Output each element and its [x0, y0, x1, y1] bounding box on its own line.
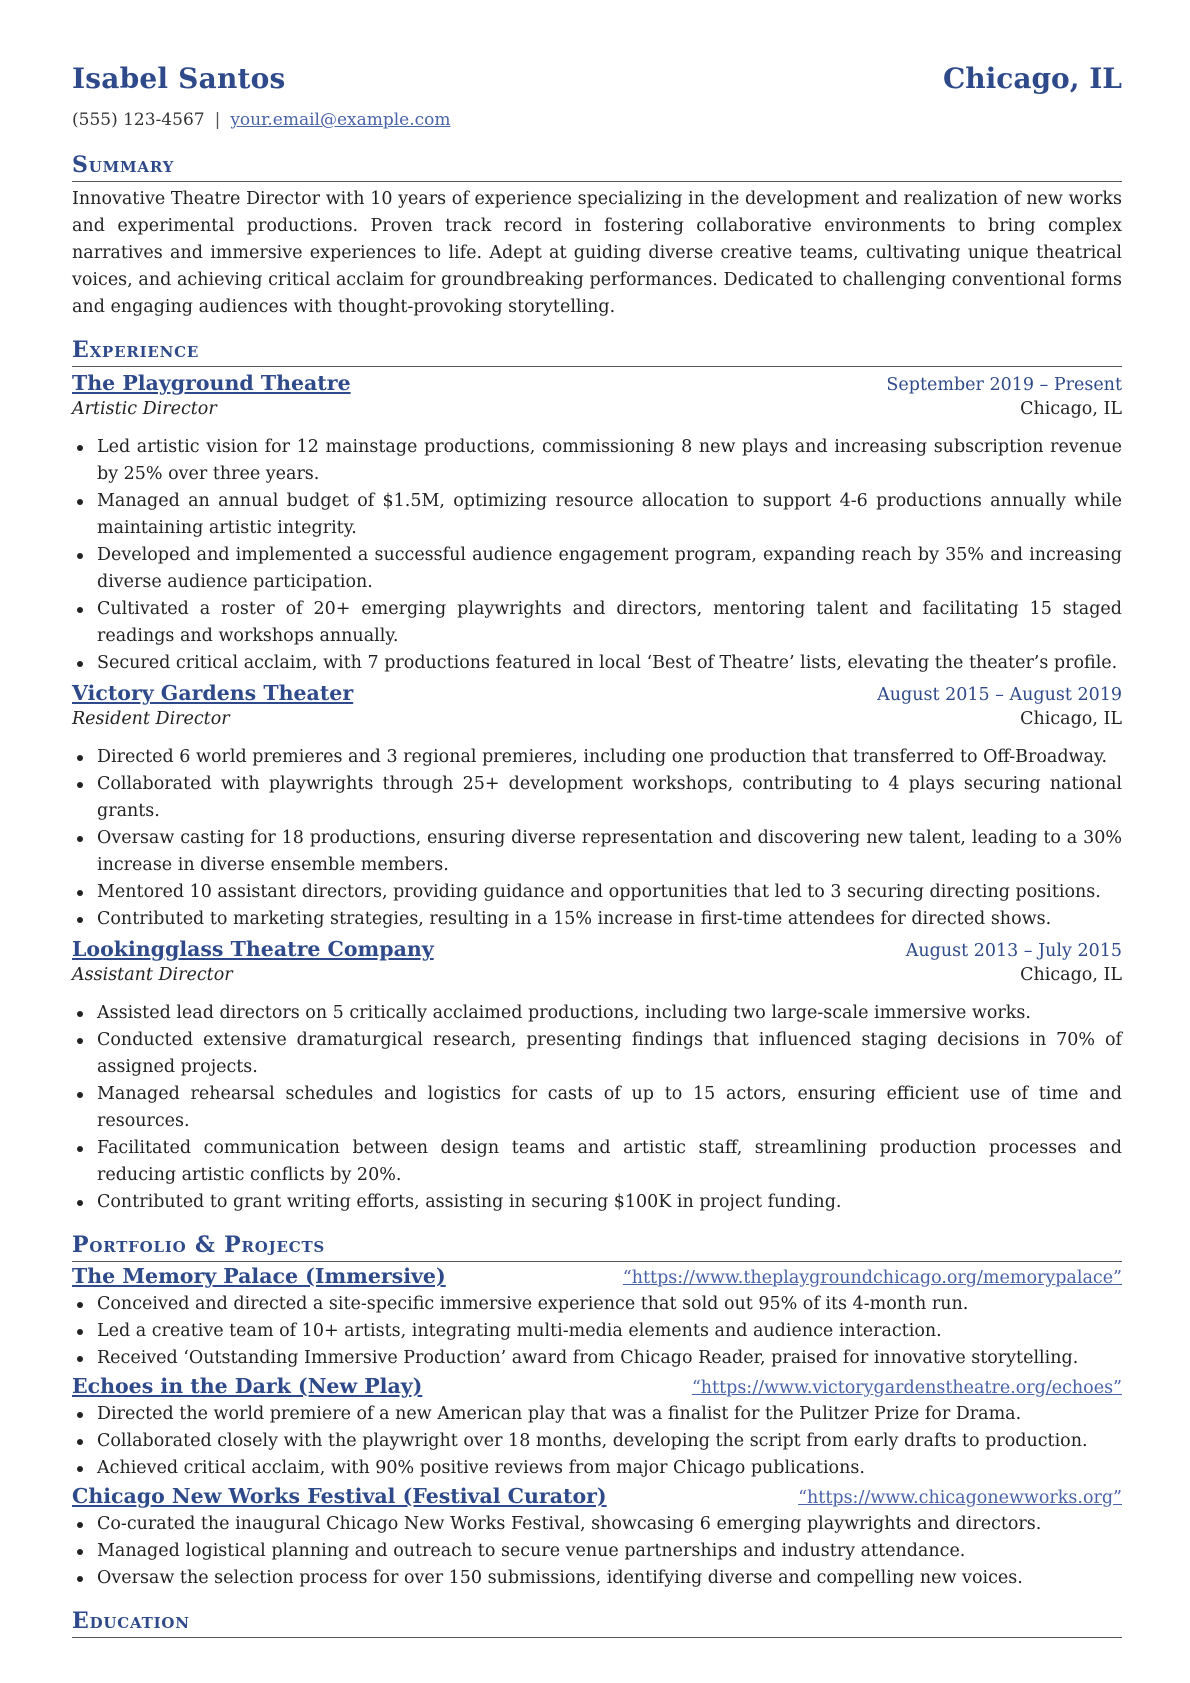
project-entry [72, 1374, 1122, 1482]
bullet-item: Led artistic vision for 12 mainstage productions, commissioning 8 new plays and increasing subscription revenue by 25% over three years. [72, 434, 1122, 488]
section-title-summary: Summary [72, 150, 1122, 182]
project-bullets [72, 1401, 1122, 1482]
job-organization-link[interactable]: Lookingglass Theatre Company [72, 937, 434, 961]
job-organization-link[interactable]: The Playground Theatre [72, 371, 351, 395]
email-link[interactable]: your.email@example.com [230, 110, 451, 130]
bullet-item: Managed an annual budget of $1.5M, optimizing resource allocation to support 4-6 productions annually while maintaining artistic integrity. [72, 488, 1122, 542]
project-title-link[interactable]: Echoes in the Dark (New Play) [72, 1374, 423, 1398]
bullet-item: Achieved critical acclaim, with 90% positive reviews from major Chicago publications. [72, 1455, 1122, 1482]
bullet-item: Led a creative team of 10+ artists, integrating multi-media elements and audience interaction. [72, 1318, 1122, 1345]
bullet-item: Contributed to grant writing efforts, assisting in securing $100K in project funding. [72, 1189, 1122, 1216]
job-dates: August 2013 – July 2015 [905, 941, 1122, 961]
bullet-item: Collaborated closely with the playwright over 18 months, developing the script from early drafts to production. [72, 1428, 1122, 1455]
bullet-item: Conceived and directed a site-specific immersive experience that sold out 95% of its 4-month run. [72, 1291, 1122, 1318]
bullet-item: Oversaw casting for 18 productions, ensuring diverse representation and discovering new talent, leading to a 30% increase in diverse ensemble members. [72, 825, 1122, 879]
section-title-experience: Experience [72, 335, 1122, 367]
bullet-item: Assisted lead directors on 5 critically acclaimed productions, including two large-scale immersive works. [72, 1000, 1122, 1027]
project-url-link[interactable]: “https://www.victorygardenstheatre.org/echoes” [691, 1378, 1122, 1398]
bullet-item: Conducted extensive dramaturgical research, presenting findings that influenced staging decisions in 70% of assigned projects. [72, 1027, 1122, 1081]
bullet-item: Received ‘Outstanding Immersive Production’ award from Chicago Reader, praised for innovative storytelling. [72, 1345, 1122, 1372]
job-role: Resident Director [72, 709, 230, 729]
summary-text: Innovative Theatre Director with 10 years of experience specializing in the development and realization of new works and experimental productions. Proven track record in fostering collaborative environments to bring complex narratives and immersive experiences to life. Adept at guiding diverse creative teams, cultivating unique theatrical voices, and achieving critical acclaim for groundbreaking performances. Dedicated to challenging conventional forms and engaging audiences with thought-provoking storytelling. [72, 189, 1122, 317]
header [72, 62, 1122, 104]
job-bullets [72, 434, 1122, 677]
job-entry [72, 681, 1122, 933]
job-location: Chicago, IL [1020, 399, 1122, 419]
bullet-item: Facilitated communication between design teams and artistic staff, streamlining production processes and reducing artistic conflicts by 20%. [72, 1135, 1122, 1189]
bullet-item: Managed rehearsal schedules and logistics for casts of up to 15 actors, ensuring efficient use of time and resources. [72, 1081, 1122, 1135]
candidate-name: Isabel Santos [72, 62, 286, 95]
header-location: Chicago, IL [942, 62, 1122, 95]
project-title-link[interactable]: The Memory Palace (Immersive) [72, 1264, 446, 1288]
job-role: Artistic Director [72, 399, 217, 419]
bullet-item: Secured critical acclaim, with 7 productions featured in local ‘Best of Theatre’ lists, elevating the theater’s profile. [72, 650, 1122, 677]
bullet-item: Cultivated a roster of 20+ emerging playwrights and directors, mentoring talent and facilitating 15 staged readings and workshops annually. [72, 596, 1122, 650]
project-bullets [72, 1511, 1122, 1592]
job-role: Assistant Director [72, 965, 233, 985]
bullet-item: Mentored 10 assistant directors, providing guidance and opportunities that led to 3 securing directing positions. [72, 879, 1122, 906]
resume-page [72, 62, 1122, 1638]
project-entry [72, 1484, 1122, 1592]
job-organization-link[interactable]: Victory Gardens Theater [72, 681, 354, 705]
job-dates: September 2019 – Present [886, 375, 1122, 395]
bullet-item: Co-curated the inaugural Chicago New Works Festival, showcasing 6 emerging playwrights and directors. [72, 1511, 1122, 1538]
bullet-item: Oversaw the selection process for over 150 submissions, identifying diverse and compelling new voices. [72, 1565, 1122, 1592]
job-bullets [72, 744, 1122, 933]
contact-line [72, 110, 1122, 136]
job-dates: August 2015 – August 2019 [877, 685, 1122, 705]
project-bullets [72, 1291, 1122, 1372]
bullet-item: Managed logistical planning and outreach to secure venue partnerships and industry attendance. [72, 1538, 1122, 1565]
bullet-item: Contributed to marketing strategies, resulting in a 15% increase in first-time attendees for directed shows. [72, 906, 1122, 933]
job-entry [72, 937, 1122, 1216]
bullet-item: Directed 6 world premieres and 3 regional premieres, including one production that transferred to Off-Broadway. [72, 744, 1122, 771]
project-url-link[interactable]: “https://www.chicagonewworks.org” [798, 1488, 1122, 1508]
phone-number: (555) 123-4567 [72, 110, 205, 130]
job-location: Chicago, IL [1020, 965, 1122, 985]
bullet-item: Developed and implemented a successful audience engagement program, expanding reach by 35% and increasing diverse audience participation. [72, 542, 1122, 596]
job-location: Chicago, IL [1020, 709, 1122, 729]
job-bullets [72, 1000, 1122, 1216]
section-title-education: Education [72, 1606, 1122, 1638]
project-title-link[interactable]: Chicago New Works Festival (Festival Curator) [72, 1484, 607, 1508]
contact-separator: | [214, 110, 221, 130]
bullet-item: Collaborated with playwrights through 25+ development workshops, contributing to 4 plays securing national grants. [72, 771, 1122, 825]
project-entry [72, 1264, 1122, 1372]
section-title-projects: Portfolio & Projects [72, 1230, 1122, 1262]
bullet-item: Directed the world premiere of a new American play that was a finalist for the Pulitzer Prize for Drama. [72, 1401, 1122, 1428]
project-url-link[interactable]: “https://www.theplaygroundchicago.org/memorypalace” [622, 1268, 1122, 1288]
job-entry [72, 371, 1122, 677]
